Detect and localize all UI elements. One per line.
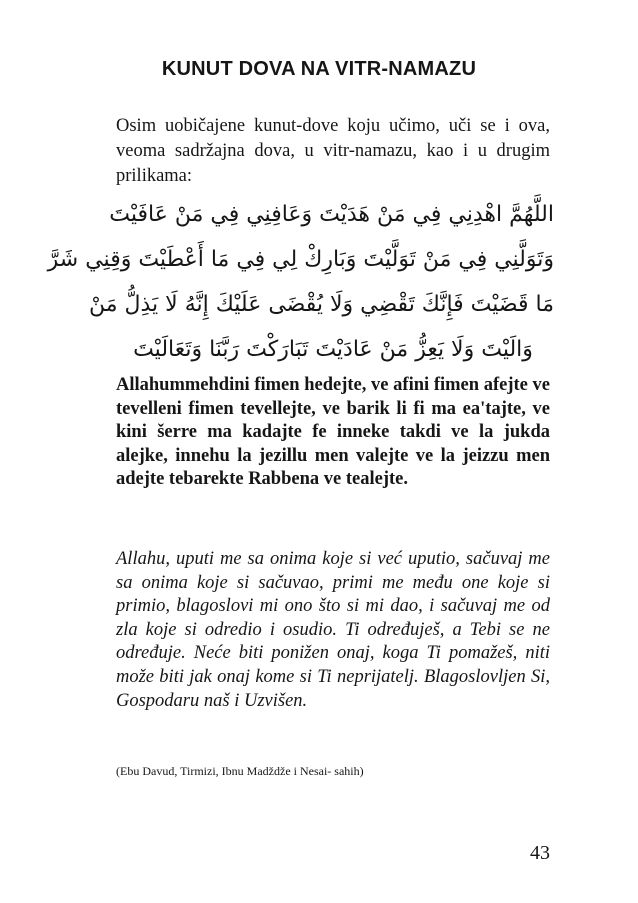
page-title: KUNUT DOVA NA VITR-NAMAZU — [161, 58, 477, 80]
page-number: 43 — [530, 842, 550, 864]
hadith-source: (Ebu Davud, Tirmizi, Ibnu Madždže i Nesai- sahih) — [116, 764, 364, 778]
arabic-line: وَالَيْتَ وَلَا يَعِزُّ مَنْ عَادَيْتَ تَبَارَكْتَ رَبَّنَا وَتَعَالَيْتَ — [133, 337, 533, 362]
arabic-line: اللَّهُمَّ اهْدِنِي فِي مَنْ هَدَيْتَ وَعَافِنِي فِي مَنْ عَافَيْتَ — [109, 202, 554, 227]
arabic-line: وَتَوَلَّنِي فِي مَنْ تَوَلَّيْتَ وَبَارِكْ لِي فِي مَا أَعْطَيْتَ وَقِنِي شَرَّ — [47, 247, 554, 272]
transliteration-paragraph: Allahummehdini fimen hedejte, ve afini fimen afejte ve tevelleni fimen tevellejte, ve barik li fi ma ea'tajte, ve kini šerre ma kadajte fe inneke takdi ve la jukda alejke, innehu la jezillu men valejte ve la jeizzu men adejte tebarekte Rabbena ve tealejte. — [116, 375, 550, 489]
arabic-dua — [47, 192, 554, 372]
translation-paragraph: Allahu, uputi me sa onima koje si već uputio, sačuvaj me sa onima koje si sačuvao, primi me među one koje si primio, blagoslovi mi ono što si mi dao, i sačuvaj me od zla koje si odredio i osudio. Ti određuješ, a Tebi se ne određuje. Neće biti ponižen onaj, koga Ti pomažeš, niti može biti jak onaj kome si Ti neprijatelj. Blagoslovljen Si, Gospodaru naš i Uzvišen. — [116, 549, 550, 711]
arabic-line: مَا قَضَيْتَ فَإِنَّكَ تَقْضِي وَلَا يُقْضَى عَلَيْكَ إِنَّهُ لَا يَذِلُّ مَنْ — [89, 292, 554, 317]
intro-paragraph: Osim uobičajene kunut-dove koju učimo, uči se i ova, veoma sadržajna dova, u vitr-namazu, kao i u drugim prilikama: — [116, 116, 550, 186]
